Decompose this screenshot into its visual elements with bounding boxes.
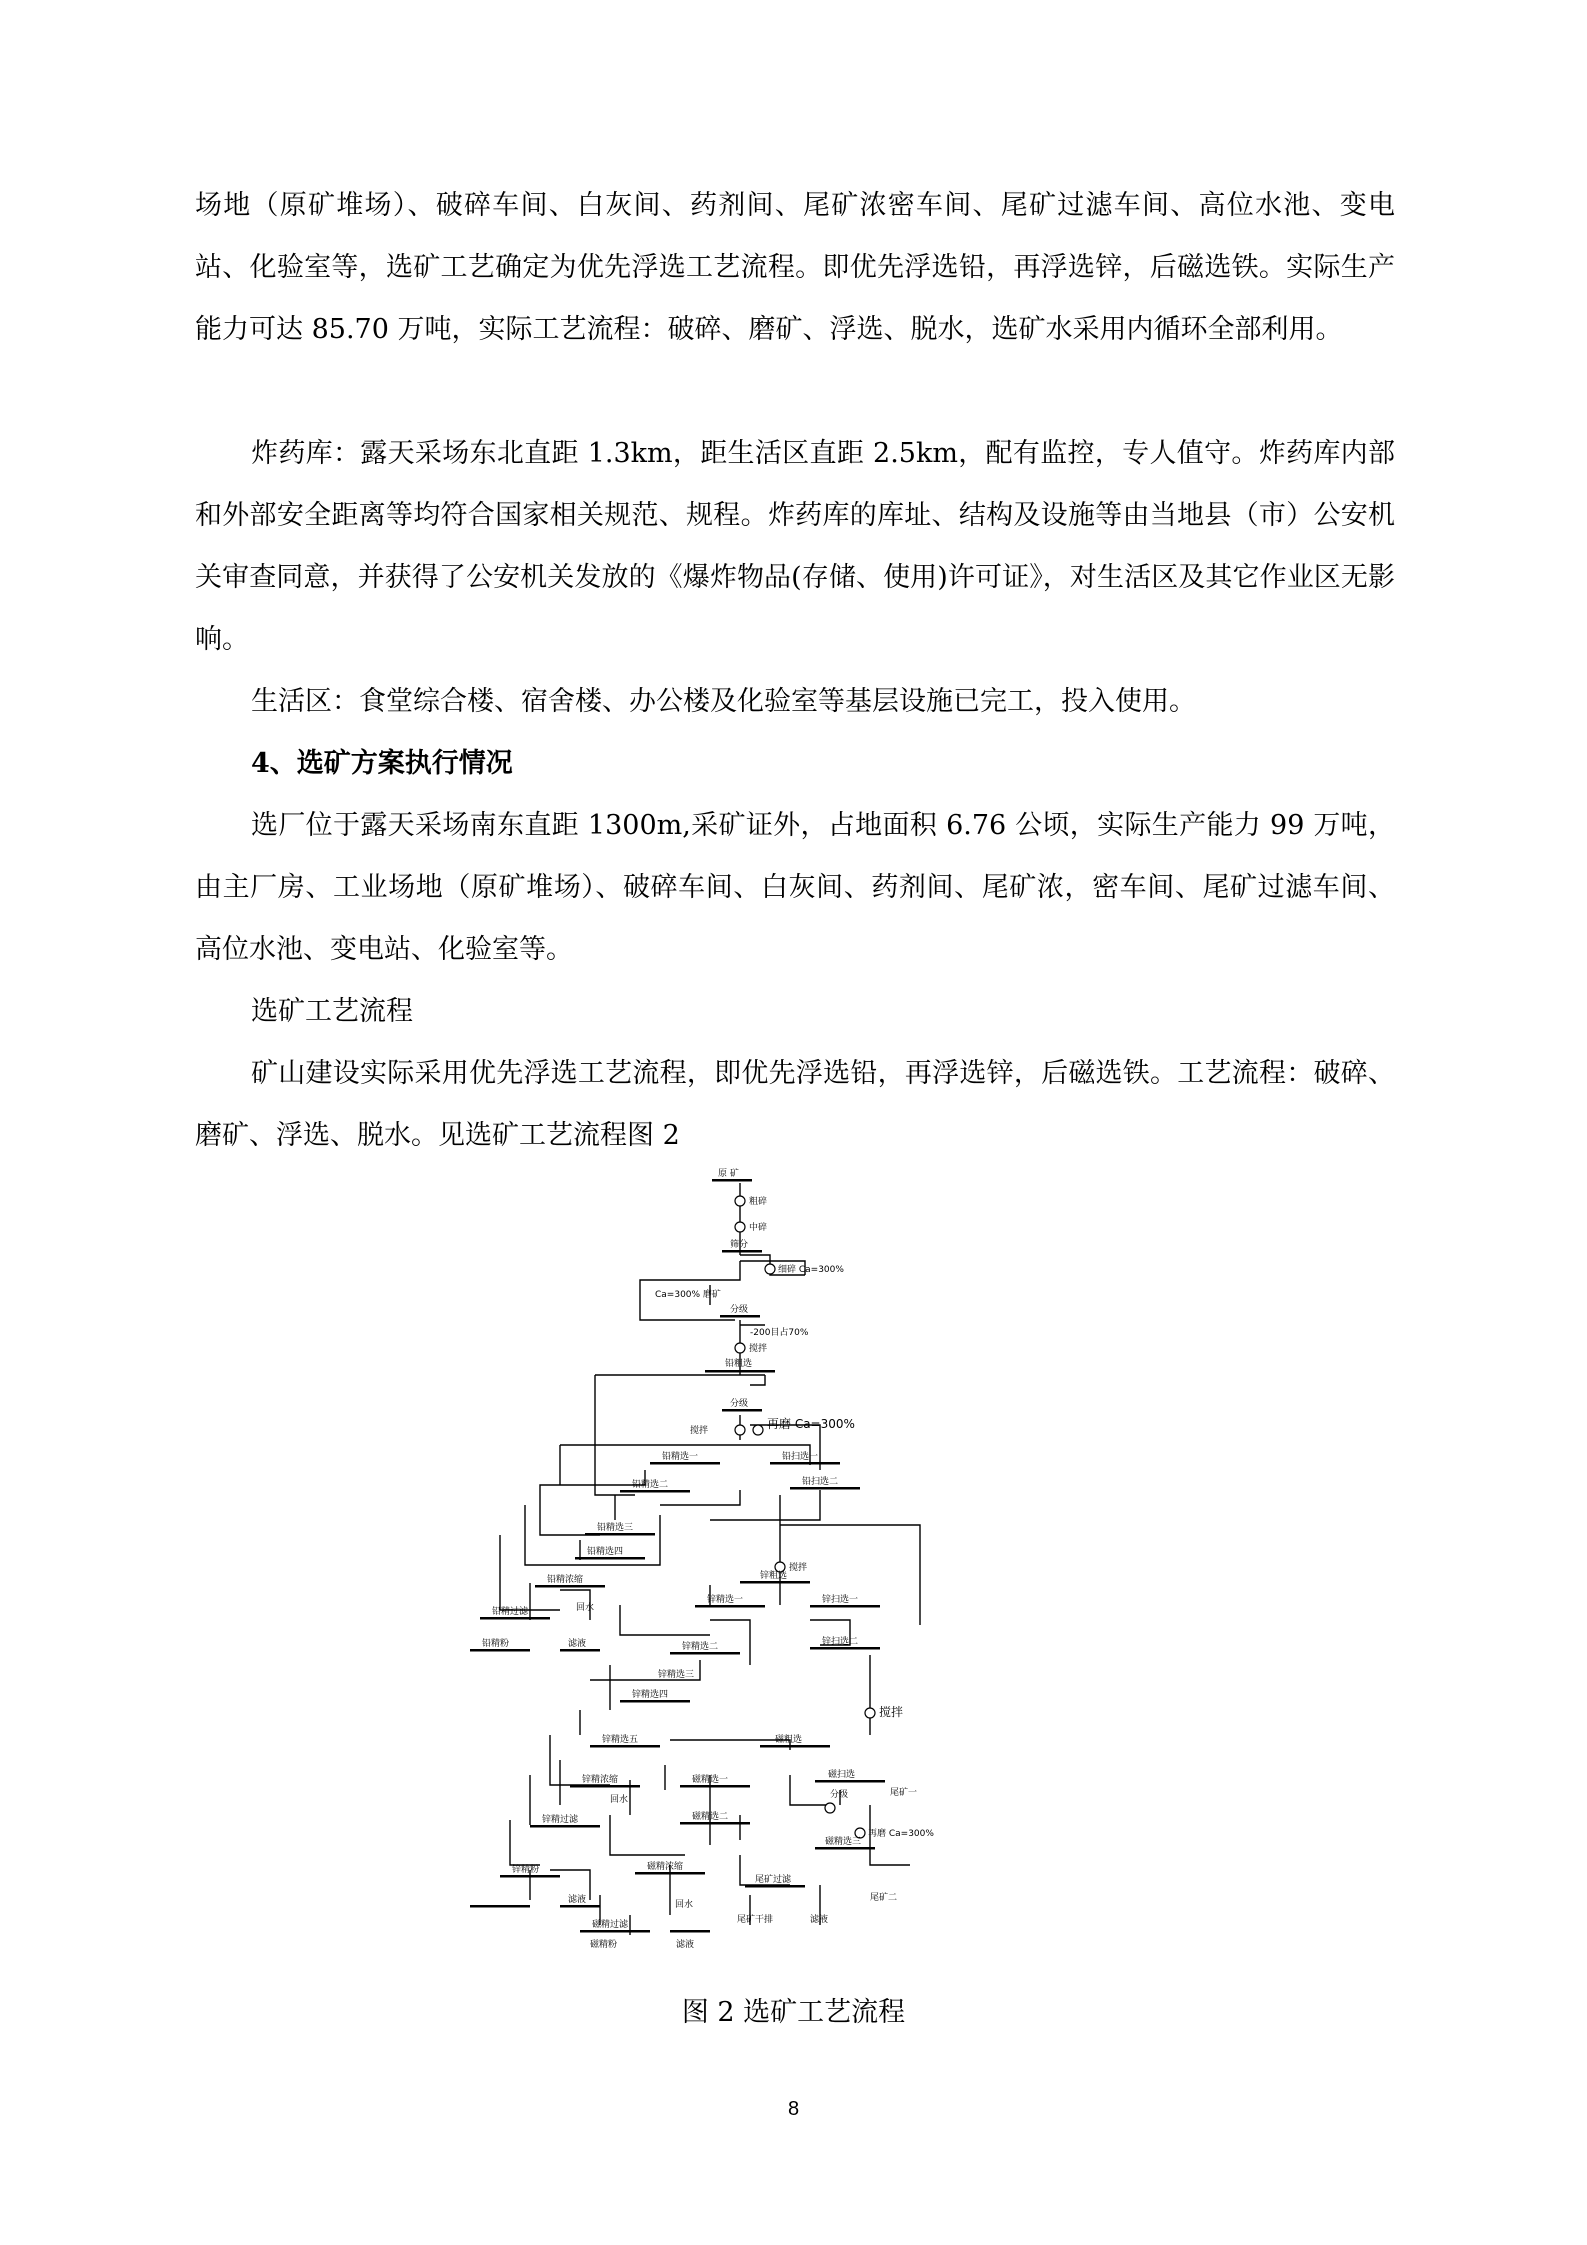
node-raw-ore: 原 矿: [718, 1169, 739, 1179]
node-zn-concentrate: 锌精粉: [512, 1865, 540, 1875]
node-grinding: Ca=300% 磨矿: [655, 1290, 721, 1300]
node-medium-crush: 中碎: [749, 1223, 768, 1233]
node-pb-clean-3: 铅精选三: [597, 1523, 634, 1533]
node-zn-filter: 锌精过滤: [542, 1815, 579, 1825]
node-zn-filtrate: 滤液: [568, 1895, 587, 1905]
node-zn-scav-1: 锌扫选一: [822, 1595, 859, 1605]
node-tail-filter: 尾矿过滤: [755, 1875, 792, 1885]
node-fe-rough: 磁粗选: [775, 1735, 803, 1745]
flow-node-labels: [482, 1167, 934, 1950]
node-zn-thicken: 锌精浓缩: [582, 1775, 619, 1785]
node-zn-return-water: 回水: [610, 1795, 629, 1805]
section-heading: 4、选矿方案执行情况: [251, 748, 513, 779]
paragraph-process-title: 选矿工艺流程: [251, 996, 413, 1027]
node-fe-clean-2: 磁精选二: [692, 1812, 729, 1822]
node-grind-size: -200目占70%: [750, 1328, 809, 1338]
node-stir-2: 搅拌: [690, 1426, 709, 1436]
node-tail-dry: 尾矿干排: [737, 1915, 774, 1925]
node-fine-crush: 细碎 Ca=300%: [778, 1265, 844, 1275]
node-pb-clean-4: 铅精选四: [587, 1547, 624, 1557]
node-pb-clean-1: 铅精选一: [662, 1452, 699, 1462]
node-fe-clean-3: 磁精选三: [825, 1837, 862, 1847]
node-pb-filtrate: 滤液: [568, 1639, 587, 1649]
node-pb-clean-2: 铅精选二: [632, 1480, 669, 1490]
node-pb-filter: 铅精过滤: [492, 1607, 529, 1617]
node-stir-3: 搅拌: [789, 1563, 808, 1573]
node-fe-concentrate: 磁精粉: [590, 1940, 618, 1950]
node-zn-rough: 锌粗选: [760, 1571, 788, 1581]
paragraph-living-area: 生活区：食堂综合楼、宿舍楼、办公楼及化验室等基层设施已完工，投入使用。: [251, 686, 1196, 717]
node-tail-2: 尾矿二: [870, 1893, 898, 1903]
node-pb-thicken: 铅精浓缩: [547, 1575, 584, 1585]
node-fe-return-water: 回水: [675, 1900, 694, 1910]
node-pb-scav-2: 铅扫选二: [802, 1477, 839, 1487]
node-zn-clean-2: 锌精选二: [682, 1642, 719, 1652]
node-pb-concentrate: 铅精粉: [482, 1639, 510, 1649]
node-divide-2: 分级: [830, 1790, 849, 1800]
paragraph-explosives-depot: 炸药库：露天采场东北直距 1.3km，距生活区直距 2.5km，配有监控，专人值守。炸药库内部和外部安全距离等均符合国家相关规范、规程。炸药库的库址、结构及设施等由当地县（市）公安机关审查同意，并获得了公安机关发放的《爆炸物品(存储、使用)许可证》，对生活区及其它作业区无影响。: [195, 438, 1395, 655]
process-flow-diagram: [440, 1165, 1140, 1965]
figure-caption: 图 2 选矿工艺流程: [681, 1997, 906, 2028]
node-zn-clean-1: 锌精选一: [707, 1595, 744, 1605]
node-zn-scav-2: 锌扫选二: [822, 1637, 859, 1647]
node-pb-rough: 铅粗选: [725, 1359, 753, 1369]
page-number: 8: [787, 2098, 800, 2120]
paragraph-plant-facilities: 场地（原矿堆场）、破碎车间、白灰间、药剂间、尾矿浓密车间、尾矿过滤车间、高位水池、变电站、化验室等，选矿工艺确定为优先浮选工艺流程。即优先浮选铅，再浮选锌，后磁选铁。实际生产能力可达 85.70 万吨，实际工艺流程：破碎、磨矿、浮选、脱水，选矿水采用内循环全部利用。: [195, 190, 1395, 345]
node-fe-clean-1: 磁精选一: [692, 1775, 729, 1785]
paragraph-process-description: 矿山建设实际采用优先浮选工艺流程，即优先浮选铅，再浮选锌，后磁选铁。工艺流程：破碎、磨矿、浮选、脱水。见选矿工艺流程图 2: [195, 1058, 1395, 1151]
node-tail-1: 尾矿一: [890, 1788, 918, 1798]
node-fe-filtrate: 滤液: [676, 1940, 695, 1950]
node-pb-scav-1: 铅扫选一: [782, 1452, 819, 1462]
node-pb-return-water: 回水: [576, 1603, 595, 1613]
node-screening: 筛分: [730, 1240, 749, 1250]
node-divide-1: 分级: [730, 1399, 749, 1409]
flow-node-symbols: [735, 1196, 875, 1838]
node-classify: 分级: [730, 1305, 749, 1315]
node-zn-clean-4: 锌精选四: [632, 1690, 669, 1700]
node-regrind-2: 再磨 Ca=300%: [868, 1829, 934, 1839]
node-fe-thicken: 磁精浓缩: [647, 1862, 684, 1872]
node-regrind: 再磨 Ca=300%: [767, 1417, 855, 1431]
node-fe-filter: 磁精过滤: [592, 1920, 629, 1930]
node-zn-clean-5: 锌精选五: [602, 1735, 639, 1745]
node-stir-1: 搅拌: [749, 1344, 768, 1354]
node-tail-filtrate: 滤液: [810, 1915, 829, 1925]
node-coarse-crush: 粗碎: [749, 1197, 768, 1207]
node-zn-clean-3: 锌精选三: [658, 1670, 695, 1680]
node-stir-4: 搅拌: [879, 1705, 904, 1719]
paragraph-plant-location: 选厂位于露天采场南东直距 1300m,采矿证外，占地面积 6.76 公顷，实际生产能力 99 万吨，由主厂房、工业场地（原矿堆场）、破碎车间、白灰间、药剂间、尾矿浓，密车间、尾矿过滤车间、高位水池、变电站、化验室等。: [195, 810, 1395, 965]
node-fe-scav: 磁扫选: [828, 1770, 856, 1780]
